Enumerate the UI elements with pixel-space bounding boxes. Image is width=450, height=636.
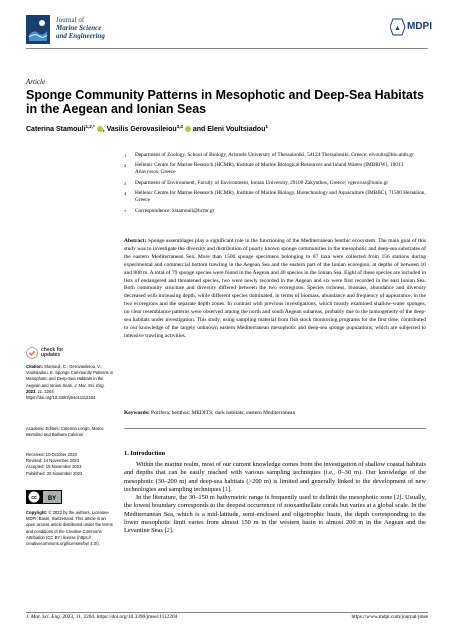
citation-volume: 11	[37, 388, 43, 394]
keywords	[124, 410, 426, 418]
check-updates-line1: check for	[41, 346, 64, 353]
affiliation-item	[124, 152, 426, 159]
dates-block	[26, 452, 114, 477]
author-sup: 1	[265, 124, 268, 129]
footer-details[interactable]: 2023, 11, 2204. https://doi.org/10.3390/jmse11112204	[62, 614, 178, 620]
footer-journal: J. Mar. Sci. Eng.	[26, 614, 62, 620]
journal-name-line2: Marine Science	[56, 24, 102, 32]
affiliation-mark: 1	[124, 153, 127, 158]
cc-by-license-icon[interactable]	[26, 490, 62, 504]
journal-name-line3: and Engineering	[56, 32, 105, 40]
orcid-icon[interactable]	[97, 126, 103, 132]
affiliation-item	[124, 208, 426, 215]
abstract-text: Sponge assemblages play a significant role in the functioning of the Mediterranean benthic ecosystem. The main goal of this study was to investigate the diversity and distribution of poorly known sponge communities in the mesophotic and deep-sea substrates of the eastern Mediterranean Sea. More than 1500 sponge specimens belonging to 87 taxa were collected from 156 stations during experimental and commercial bottom trawling in the Aegean Sea and the eastern part of the Ionian ecoregion, at depths of between 10 and 800 m. A total of 79 sponge species were found in the Aegean and 40 species in the Ionian Sea. Eight of these species are included in lists of endangered and threatened species, two were newly recorded in the Aegean and six were first recorded in the east Ionian Sea. Both community structure and diversity differed between the two ecoregions. Species richness, biomass, abundance and diversity decreased with increasing depth, while different species dominated, in terms of biomass, abundance and frequency of appearance, in the two ecoregions and the separate depth zones. In contrast with previous investigations, which mostly examined shallow-water sponges, no clear resemblance patterns were observed among the north and south Aegean subareas, probably due to the homogeneity of the deep-sea habitats under investigation. This study, using sampling material from fish stock monitoring programs for the first time, contributed to our knowledge of the largely unknown eastern Mediterranean mesophotic and deep-sea sponge populations, which are subjected to intensive trawling activities.	[124, 238, 427, 339]
paragraph	[124, 461, 426, 494]
citation-journal: J. Mar. Sci. Eng.	[74, 382, 105, 388]
affiliation-mark: 2	[124, 163, 127, 169]
affiliation-item	[124, 180, 426, 187]
article-title: Sponge Community Patterns in Mesophotic and Deep-Sea Habitats in the Aegean and Ionian Seas	[26, 88, 424, 116]
affiliation-mark: *	[124, 208, 127, 214]
keywords-label: Keywords:	[124, 410, 150, 416]
date-published: Published: 20 November 2023	[26, 470, 83, 476]
citation-text: Stamouli, C.; Gerovasileiou, V.; Voultsiadou, E. Sponge Community Patterns in Mesophotic and Deep-Sea Habitats in the Aegean and Ionian Seas.	[26, 364, 114, 388]
mdpi-logo	[390, 18, 432, 41]
section-heading: 1. Introduction	[124, 450, 166, 457]
affiliation-item	[124, 190, 426, 204]
date-revised: Revised: 14 November 2023	[26, 458, 80, 464]
footer-rule	[26, 612, 428, 613]
footer-journal-url[interactable]: https://www.mdpi.com/journal/jmse	[351, 614, 428, 620]
affiliation-text: Department of Zoology, School of Biology, Aristotle University of Thessaloniki, 54124 Thessaloniki, Greece; elvoults@bio.auth.gr	[135, 152, 414, 158]
citation-link[interactable]: 1	[224, 485, 229, 493]
check-updates-line2: updates	[41, 352, 61, 358]
author-name[interactable]: Caterina Stamouli	[26, 126, 86, 133]
paragraph-text: ].	[169, 527, 174, 535]
paragraph-text: In the literature, the 30–150 m bathymetric range is frequently used to delimit the mesophotic zone [	[136, 494, 397, 502]
citation-link[interactable]: 2	[166, 527, 170, 535]
paragraph-text: ]. Usually, the lowest boundary corresponds to the deepest occurrence of zooxanthellate corals but varies at a global scale. In the Mediterranean Sea, which is a mid-latitude, semi-enclosed and oligotrophic basin, the depth corresponding to the lower mesophotic limit varies from almost 150 m in the western basin to almost 200 m in the Aegean and the Levantine Seas [	[124, 494, 427, 535]
academic-editors: Academic Editors: Caterina Longo, Marco Bertolino and Barbara Calcinai	[26, 426, 104, 438]
author-sup: 3,4	[176, 124, 183, 129]
paragraph-text: ].	[228, 485, 232, 493]
abstract-label: Abstract:	[124, 238, 147, 244]
copyright-text: © 2023 by the authors. Licensee MDPI, Basel, Switzerland. This article is an open access article distributed under the terms and conditions of the Creative Commons Attribution (CC BY) license (https:// creativecommons.org/licenses/by/ 4.0/).	[26, 510, 113, 547]
affiliation-item	[124, 162, 426, 176]
author-sup: 1,2,*	[85, 124, 95, 129]
journal-name	[56, 16, 105, 40]
affiliation-text: Department of Environment, Faculty of Environment, Ionian University, 29100 Zakynthos, Greece; vgerovas@ionio.gr	[135, 179, 389, 186]
affiliation-text: Correspondence: kstamouli@hcmr.gr	[135, 207, 215, 214]
affiliation-text: Hellenic Centre for Marine Research (HCMR), Institute of Marine Biological Resources and Inland Waters (IMBRIW), 19013 Anavyssos, Greece	[135, 162, 404, 176]
copyright-block	[26, 510, 114, 547]
author-name[interactable]: Vasilis Gerovasileiou	[106, 126, 177, 133]
citation-block: Citation: Stamouli, C.; Gerovasileiou, V.; Voultsiadou, E. Sponge Community Patterns in Mesophotic and Deep-Sea Habitats in the Aegean and Ionian Seas. J. Mar. Sci. Eng. 2023, 11, 2204. https://doi.org/10.3390/jmse11112204	[26, 364, 114, 401]
journal-name-line1: Journal of	[56, 16, 85, 24]
citation-link[interactable]: 2	[396, 494, 400, 502]
cc-label: cc	[31, 495, 37, 501]
citation-year: 2023	[26, 388, 36, 394]
keywords-text: Porifera; benthos; MEDITS; dark habitats; eastern Mediterranean	[151, 410, 296, 416]
check-updates-icon	[26, 347, 38, 359]
keywords-divider	[124, 428, 426, 429]
header-rule	[26, 48, 428, 49]
date-accepted: Accepted: 15 November 2023	[26, 464, 82, 470]
by-label: BY	[47, 496, 57, 502]
journal-logo-icon	[26, 15, 50, 44]
affiliations	[124, 152, 426, 218]
body-text	[124, 461, 426, 536]
paragraph	[124, 494, 426, 535]
citation-rest[interactable]: , 2204. https://doi.org/10.3390/jmse11112204	[26, 388, 96, 401]
paragraph-text: Within the marine realm, most of our current knowledge comes from the investigation of shallow coastal habitats and depths that can be easily reached with various sampling techniques (i.e., 0–30 m). Our knowledge of the mesophotic (30–200 m) and deep-sea habitats (>200 m) is limited and generally linked to the development of new technologies and sampling techniques [	[124, 461, 426, 493]
date-received: Received: 10 October 2023	[26, 452, 77, 457]
footer-citation	[26, 614, 177, 620]
svg-text:▲: ▲	[394, 25, 401, 32]
article-type: Article	[26, 78, 46, 86]
check-for-updates-button[interactable]	[26, 347, 63, 359]
mdpi-logo-text: MDPI	[407, 21, 432, 32]
orcid-icon[interactable]	[185, 126, 191, 132]
copyright-label: Copyright:	[26, 510, 48, 515]
affiliation-text: Hellenic Centre for Marine Research (HCMR), Institute of Marine Biology, Biotechnology and Aquaculture (IMBBC), 71500 Heraklion, Greece	[135, 190, 426, 204]
affiliation-mark: 4	[124, 191, 127, 197]
author-list: Caterina Stamouli$^{1,2,*}$ , Vasilis Gerovasileiou$^{3,4}$ and Eleni Voultsiadou$^1$	[26, 124, 268, 133]
author-name[interactable]: Eleni Voultsiadou	[207, 126, 266, 133]
affiliation-mark: 3	[124, 180, 127, 186]
citation-label: Citation:	[26, 364, 43, 369]
abstract	[124, 238, 426, 341]
